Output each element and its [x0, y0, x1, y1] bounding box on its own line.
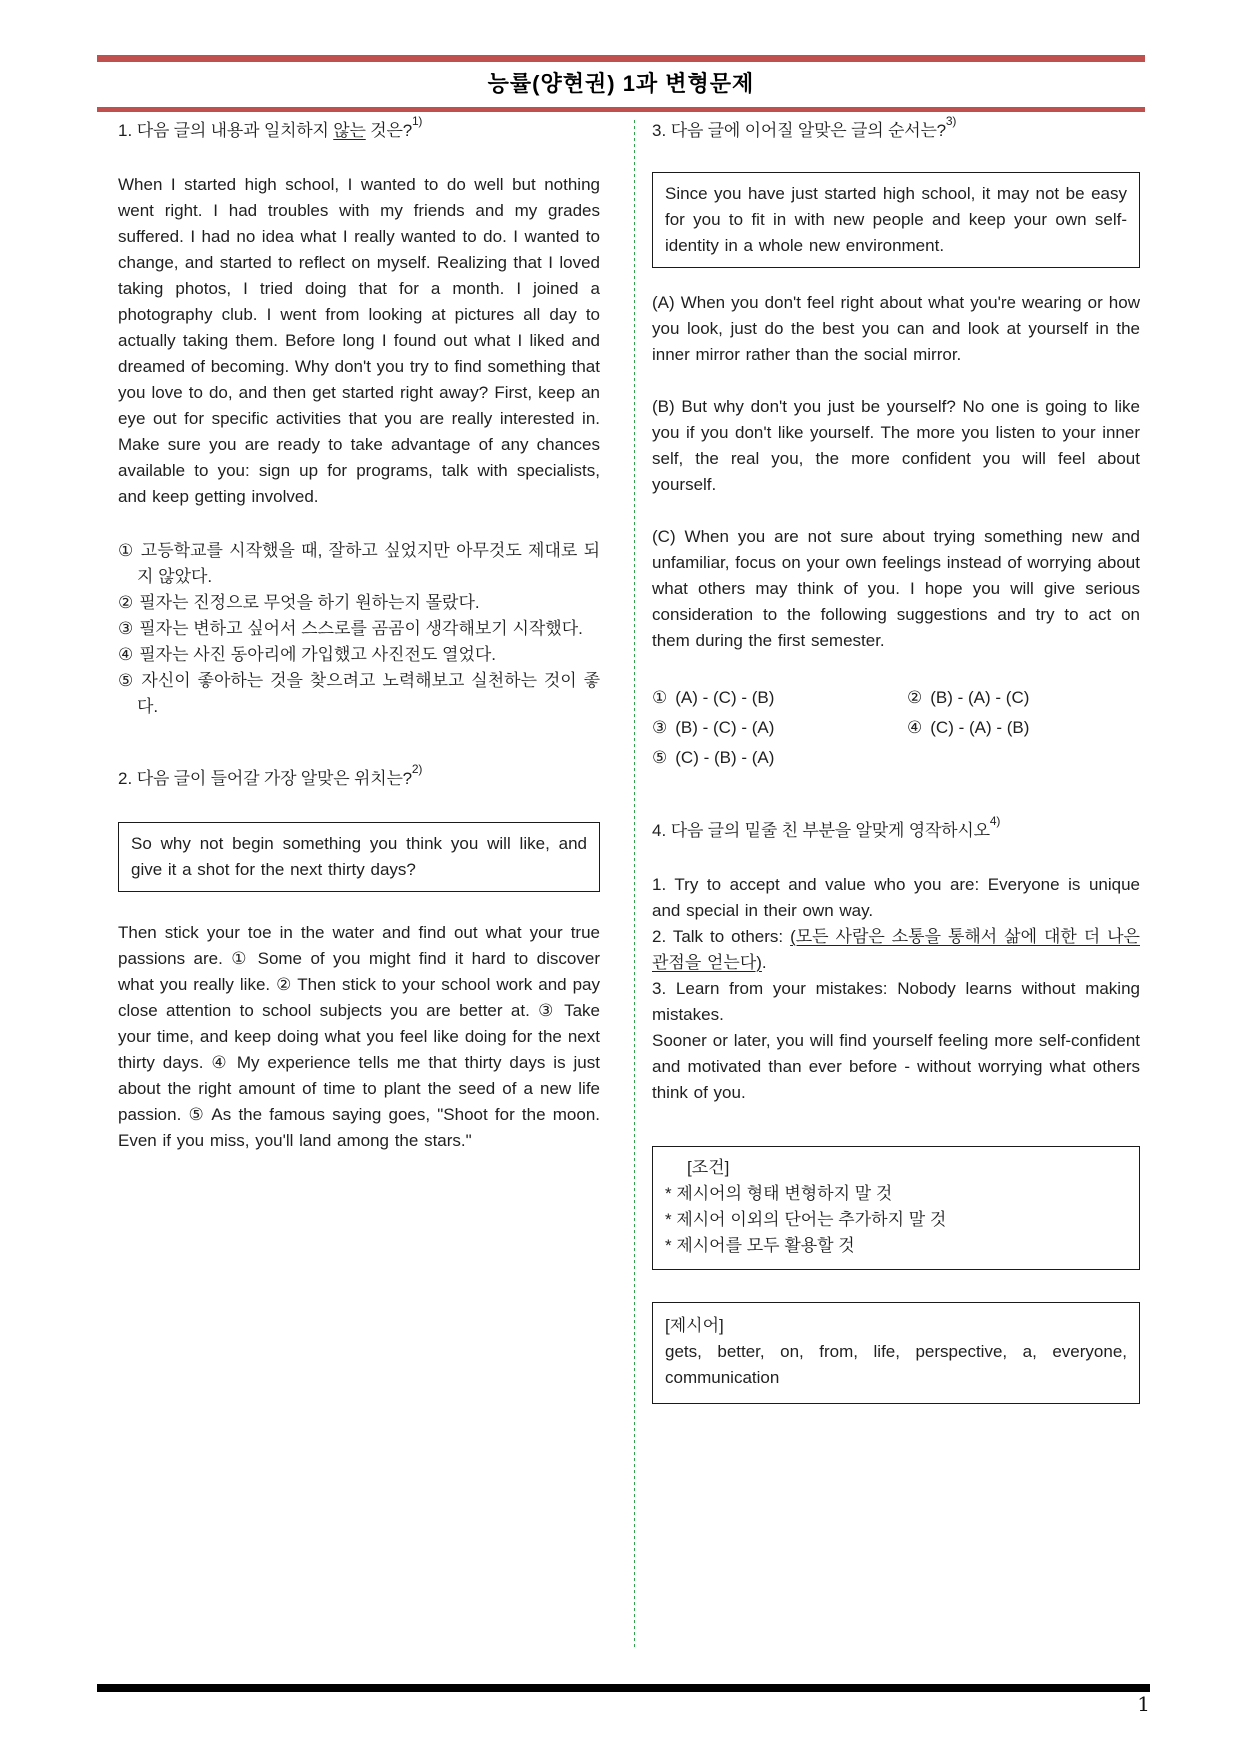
circled-number-icon: ②: [118, 593, 134, 612]
question-1-prompt: 다음 글의 내용과 일치하지: [136, 121, 329, 140]
question-1-header: [118, 114, 600, 144]
circled-number-icon: ③: [652, 718, 668, 737]
q1-option-4: [118, 642, 600, 668]
circled-number-icon: ①: [118, 541, 135, 560]
q1-option-3: [118, 616, 600, 642]
footer-rule: [97, 1684, 1150, 1692]
question-2-header: [118, 762, 600, 792]
q4-passage: [652, 872, 1140, 1106]
q3-option-1: [652, 684, 907, 712]
q4-condition-box: [652, 1146, 1140, 1270]
condition-item-2: * 제시어 이외의 단어는 추가하지 말 것: [665, 1210, 947, 1229]
circled-number-icon: ⑤: [652, 748, 668, 767]
q1-option-3-text: 필자는 변하고 싶어서 스스로를 곰곰이 생각해보기 시작했다.: [139, 619, 583, 638]
q3-option-1-text: (A) - (C) - (B): [675, 688, 775, 707]
q4-item-2: [652, 924, 1140, 976]
condition-box-title: [조건]: [687, 1158, 730, 1177]
left-column: [118, 114, 600, 1154]
condition-item-3: * 제시어를 모두 활용할 것: [665, 1236, 855, 1255]
circled-number-icon: ①: [652, 688, 668, 707]
q4-item-3: 3. Learn from your mistakes: Nobody learns without making mistakes.: [652, 979, 1140, 1024]
circled-number-icon: ⑤: [118, 671, 136, 690]
q1-option-2: [118, 590, 600, 616]
footnote-marker-2: 2): [411, 762, 423, 777]
q3-option-5-text: (C) - (B) - (A): [675, 748, 775, 767]
q1-passage: When I started high school, I wanted to do well but nothing went right. I had troubles with my friends and my grades suffered. I had no idea what I really wanted to do. I wanted to change, and started to reflect on myself. Realizing that I loved taking photos, I tried doing that for a month. I joined a photography club. I went from looking at pictures all day to actually taking them. Before long I found out what I liked and dreamed of becoming. Why don't you try to find something that you love to do, and then get started right away? First, keep an eye out for specific activities that you are really interested in. Make sure you are ready to take advantage of any chances available to you: sign up for programs, talk with specialists, and keep getting involved.: [118, 175, 600, 506]
keywords-box-title: [제시어]: [665, 1316, 724, 1335]
q3-paragraph-c: (C) When you are not sure about trying something new and unfamiliar, focus on your own feelings instead of worrying about what others may think of you. I hope you will give serious consideration to the following suggestions and try to act on them during the first semester.: [652, 527, 1140, 650]
condition-item-1: * 제시어의 형태 변형하지 말 것: [665, 1184, 893, 1203]
question-4-number: 4.: [652, 821, 667, 840]
footnote-marker-3: 3): [945, 114, 957, 129]
question-3-prompt: 다음 글에 이어질 알맞은 글의 순서는?: [670, 121, 946, 140]
q1-option-1-text: 고등학교를 시작했을 때, 잘하고 싶었지만 아무것도 제대로 되지 않았다.: [137, 541, 600, 586]
q3-options: [652, 684, 1140, 772]
page-title: 능률(양현권) 1과 변형문제: [487, 71, 755, 96]
circled-number-icon: ④: [907, 718, 923, 737]
question-1-underlined-word: 않는: [333, 121, 366, 140]
q3-option-5: [652, 744, 907, 772]
q4-keywords-box: [652, 1302, 1140, 1404]
q4-closing-sentence: Sooner or later, you will find yourself feeling more self-confident and motivated than ever before - without worrying what others think of you.: [652, 1031, 1140, 1102]
q3-option-2-text: (B) - (A) - (C): [930, 688, 1030, 707]
question-4-prompt: 다음 글의 밑줄 친 부분을 알맞게 영작하시오: [670, 821, 990, 840]
q3-paragraph-b: (B) But why don't you just be yourself? No one is going to like you if you don't like yourself. The more you listen to your inner self, the real you, the more confident you will feel about yourself.: [652, 397, 1140, 494]
question-1-prompt-end: 것은?: [370, 121, 412, 140]
q3-paragraph-a: (A) When you don't feel right about what you're wearing or how you look, just do the best you can and look at yourself in the inner mirror rather than the social mirror.: [652, 293, 1140, 364]
q1-option-2-text: 필자는 진정으로 무엇을 하기 원하는지 몰랐다.: [139, 593, 480, 612]
question-2-number: 2.: [118, 769, 133, 788]
header-rule-top: [97, 55, 1145, 62]
page-number: 1: [1137, 1692, 1150, 1716]
q3-option-2: [907, 684, 1140, 712]
q4-item-2-underlined-korean: (모든 사람은 소통을 통해서 삶에 대한 더 나은 관점을 얻는다): [652, 927, 1140, 972]
question-3-number: 3.: [652, 121, 667, 140]
question-2-prompt: 다음 글이 들어갈 가장 알맞은 위치는?: [136, 769, 412, 788]
circled-number-icon: ④: [118, 645, 134, 664]
circled-number-icon: ③: [118, 619, 134, 638]
q3-option-3: [652, 714, 907, 742]
q4-item-1: 1. Try to accept and value who you are: Everyone is unique and special in their own way.: [652, 875, 1140, 920]
right-column: [652, 114, 1140, 1404]
keywords-list: gets, better, on, from, life, perspective, a, everyone, communication: [665, 1342, 1127, 1387]
column-divider: [634, 120, 635, 1648]
q4-item-2-lead: 2. Talk to others:: [652, 927, 791, 946]
q3-option-4-text: (C) - (A) - (B): [930, 718, 1030, 737]
q3-given-text: Since you have just started high school, it may not be easy for you to fit in with new people and keep your own self-identity in a whole new environment.: [665, 184, 1127, 255]
q4-item-2-end: .: [761, 953, 767, 972]
footnote-marker-4: 4): [989, 814, 1001, 829]
question-4-header: [652, 814, 1140, 844]
q1-option-5: [118, 668, 600, 720]
q1-option-5-text: 자신이 좋아하는 것을 찾으려고 노력해보고 실천하는 것이 좋다.: [137, 671, 600, 716]
header-rule-bottom: [97, 107, 1145, 112]
q1-options: [118, 538, 600, 720]
q2-passage: Then stick your toe in the water and find out what your true passions are. ① Some of you might find it hard to discover what you really like. ② Then stick to your school work and pay close attention to school subjects you are better at. ③ Take your time, and keep doing what you feel like doing for the next thirty days. ④ My experience tells me that thirty days is just about the right amount of time to plant the seed of a new life passion. ⑤ As the famous saying goes, "Shoot for the moon. Even if you miss, you'll land among the stars.": [118, 923, 600, 1150]
q3-given-box: [652, 172, 1140, 268]
q1-option-4-text: 필자는 사진 동아리에 가입했고 사진전도 열었다.: [139, 645, 497, 664]
q2-insert-box: [118, 822, 600, 892]
question-3-header: [652, 114, 1140, 144]
q1-option-1: [118, 538, 600, 590]
circled-number-icon: ②: [907, 688, 923, 707]
q2-insert-text: So why not begin something you think you will like, and give it a shot for the next thirty days?: [131, 834, 587, 879]
question-1-number: 1.: [118, 121, 133, 140]
q3-option-4: [907, 714, 1140, 742]
footnote-marker-1: 1): [411, 114, 423, 129]
q3-option-3-text: (B) - (C) - (A): [675, 718, 775, 737]
